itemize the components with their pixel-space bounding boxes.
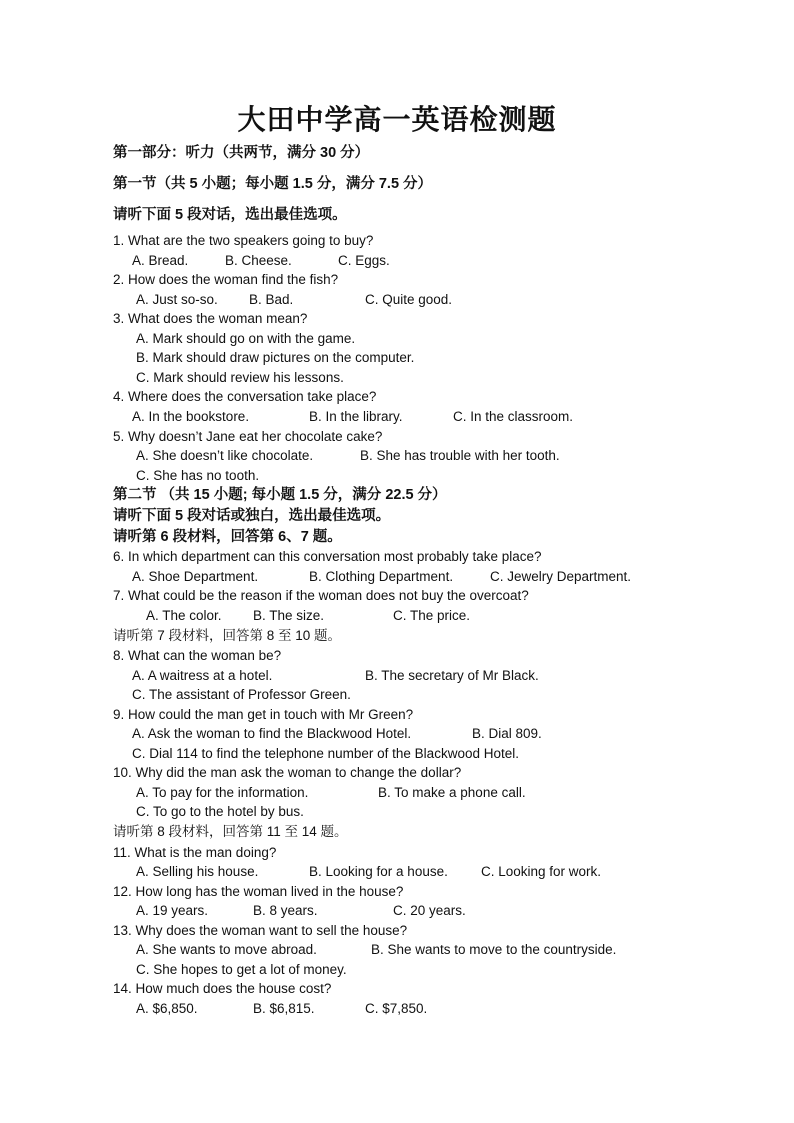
option-a: A. To pay for the information. [136,785,309,800]
question: 11. What is the man doing? [113,845,277,860]
question: 3. What does the woman mean? [113,311,308,326]
question: 12. How long has the woman lived in the house? [113,884,404,899]
option-b: B. Dial 809. [472,726,542,741]
section-heading: 第二节 （共 15 小题; 每小题 1.5 分，满分 22.5 分） [113,487,447,503]
option-c: C. Quite good. [365,292,453,307]
option-b: B. Bad. [249,292,294,307]
material-heading: 请听第 7 段材料，回答第 8 至 10 题。 [113,628,342,643]
option-a: A. 19 years. [136,903,209,918]
option-c: C. The assistant of Professor Green. [132,687,351,702]
option-c: C. She has no tooth. [136,468,260,483]
option-b: B. $6,815. [253,1001,315,1016]
option-a: A. Shoe Department. [132,569,259,584]
option-b: B. Mark should draw pictures on the computer. [136,350,415,365]
option-c: C. $7,850. [365,1001,428,1016]
option-b: B. She has trouble with her tooth. [360,448,560,463]
question: 10. Why did the man ask the woman to change the dollar? [113,765,462,780]
option-a: A. In the bookstore. [132,409,250,424]
option-c: C. The price. [393,608,471,623]
question: 4. Where does the conversation take place? [113,389,377,404]
option-a: A. A waitress at a hotel. [132,668,273,683]
section-instruction: 请听下面 5 段对话或独白，选出最佳选项。 [113,508,391,524]
option-b: B. In the library. [309,409,403,424]
question: 13. Why does the woman want to sell the house? [113,923,408,938]
option-b: B. To make a phone call. [378,785,526,800]
option-b: B. Cheese. [225,253,292,268]
page-title: 大田中学高一英语检测题 [237,103,557,136]
option-b: B. The size. [253,608,325,623]
question: 2. How does the woman find the fish? [113,272,339,287]
option-c: C. To go to the hotel by bus. [136,804,304,819]
option-a: A. Mark should go on with the game. [136,331,356,346]
option-c: C. Dial 114 to find the telephone number of the Blackwood Hotel. [132,746,519,761]
question: 5. Why doesn’t Jane eat her chocolate cake? [113,429,383,444]
option-b: B. Looking for a house. [309,864,448,879]
option-a: A. $6,850. [136,1001,198,1016]
option-b: B. Clothing Department. [309,569,454,584]
option-c: C. Mark should review his lessons. [136,370,344,385]
option-c: C. She hopes to get a lot of money. [136,962,347,977]
option-c: C. Looking for work. [481,864,602,879]
option-c: C. In the classroom. [453,409,574,424]
option-a: A. Ask the woman to find the Blackwood Hotel. [132,726,412,741]
option-c: C. 20 years. [393,903,466,918]
option-b: B. She wants to move to the countryside. [371,942,617,957]
option-a: A. Selling his house. [136,864,259,879]
question: 1. What are the two speakers going to buy? [113,233,374,248]
option-c: C. Jewelry Department. [490,569,632,584]
question: 7. What could be the reason if the woman does not buy the overcoat? [113,588,529,603]
part-heading: 第一部分：听力（共两节，满分 30 分） [113,145,370,161]
material-heading: 请听第 8 段材料，回答第 11 至 14 题。 [113,824,348,839]
option-a: A. The color. [146,608,222,623]
section-heading: 第一节（共 5 小题；每小题 1.5 分，满分 7.5 分） [113,176,433,192]
option-a: A. Bread. [132,253,189,268]
question: 9. How could the man get in touch with Mr Green? [113,707,414,722]
option-a: A. Just so-so. [136,292,218,307]
question: 8. What can the woman be? [113,648,282,663]
option-a: A. She doesn’t like chocolate. [136,448,314,463]
option-b: B. The secretary of Mr Black. [365,668,539,683]
option-c: C. Eggs. [338,253,390,268]
section-instruction: 请听下面 5 段对话，选出最佳选项。 [113,207,347,223]
option-b: B. 8 years. [253,903,318,918]
option-a: A. She wants to move abroad. [136,942,317,957]
material-heading: 请听第 6 段材料，回答第 6、7 题。 [113,529,342,545]
question: 6. In which department can this conversation most probably take place? [113,549,542,564]
question: 14. How much does the house cost? [113,981,332,996]
